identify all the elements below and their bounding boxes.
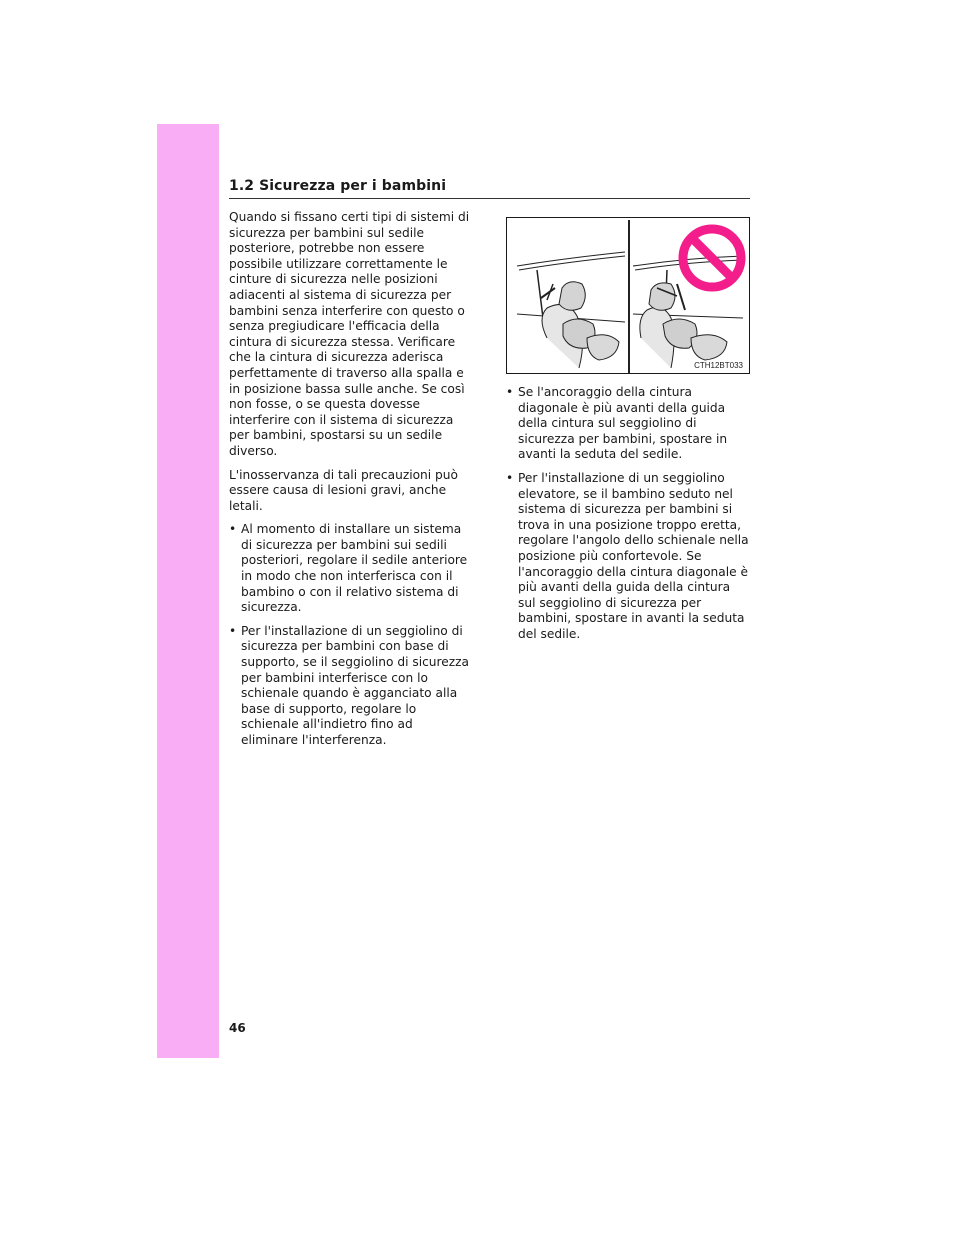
list-item-text: Per l'installazione di un seggiolino di sicurezza per bambini con base di supporto, se il seggiolino di sicurezza per bambini interferisce con lo schienale quando è agganciato alla base di supporto, regolare lo schienale all'indietro fino ad eliminare l'interferenza. bbox=[241, 623, 470, 747]
right-bullet-list bbox=[506, 385, 750, 643]
chapter-side-tab bbox=[157, 124, 219, 1058]
left-column bbox=[229, 210, 473, 757]
right-column bbox=[506, 385, 750, 651]
intro-paragraph: Quando si fissano certi tipi di sistemi di sicurezza per bambini sul sedile posteriore, potrebbe non essere possibile utilizzare correttamente le cinture di sicurezza nelle posizioni adiacenti al sistema di sicurezza per bambini senza interferire con questo o senza pregiudicare l'efficacia della cintura di sicurezza stessa. Verificare che la cintura di sicurezza aderisca perfettamente di traverso alla spalla e in posizione bassa sulle anche. Se così non fosse, o se questa dovesse interferire con il sistema di sicurezza per bambini, spostarsi su un sedile diverso. bbox=[229, 210, 470, 458]
bullet-glyph: • bbox=[229, 623, 237, 638]
bullet-glyph: • bbox=[506, 385, 514, 399]
list-item-text: Al momento di installare un sistema di sicurezza per bambini sui sedili posteriori, regolare il sedile anteriore in modo che non interferisca con il bambino o con il relativo sistema di sicurezza. bbox=[241, 522, 468, 615]
list-item bbox=[506, 471, 750, 643]
section-divider bbox=[229, 198, 750, 199]
section-title: 1.2 Sicurezza per i bambini bbox=[229, 178, 447, 194]
list-item bbox=[506, 385, 750, 463]
bullet-glyph: • bbox=[229, 522, 237, 537]
warning-paragraph: L'inosservanza di tali precauzioni può essere causa di lesioni gravi, anche letali. bbox=[229, 467, 458, 513]
list-item-text: Se l'ancoraggio della cintura diagonale è più avanti della guida della cintura sul seggiolino di sicurezza per bambini, spostare in avanti la seduta del sedile. bbox=[518, 385, 728, 462]
prohibited-icon bbox=[683, 229, 741, 287]
child-seat-illustration bbox=[506, 217, 750, 374]
bullet-glyph: • bbox=[506, 470, 514, 485]
list-item bbox=[229, 624, 473, 749]
child-seat-drawing bbox=[507, 218, 750, 374]
figure-code: CTH12BT033 bbox=[694, 361, 743, 370]
left-bullet-list bbox=[229, 522, 473, 748]
list-item-text: Per l'installazione di un seggiolino elevatore, se il bambino seduto nel sistema di sicurezza per bambini si trova in una posizione troppo eretta, regolare l'angolo dello schienale nella posizione più confortevole. Se l'ancoraggio della cintura diagonale è più avanti della guida della cintura sul seggiolino di sicurezza per bambini, spostare in avanti la seduta del sedile. bbox=[518, 470, 749, 641]
list-item bbox=[229, 522, 473, 616]
page-number: 46 bbox=[229, 1021, 246, 1035]
